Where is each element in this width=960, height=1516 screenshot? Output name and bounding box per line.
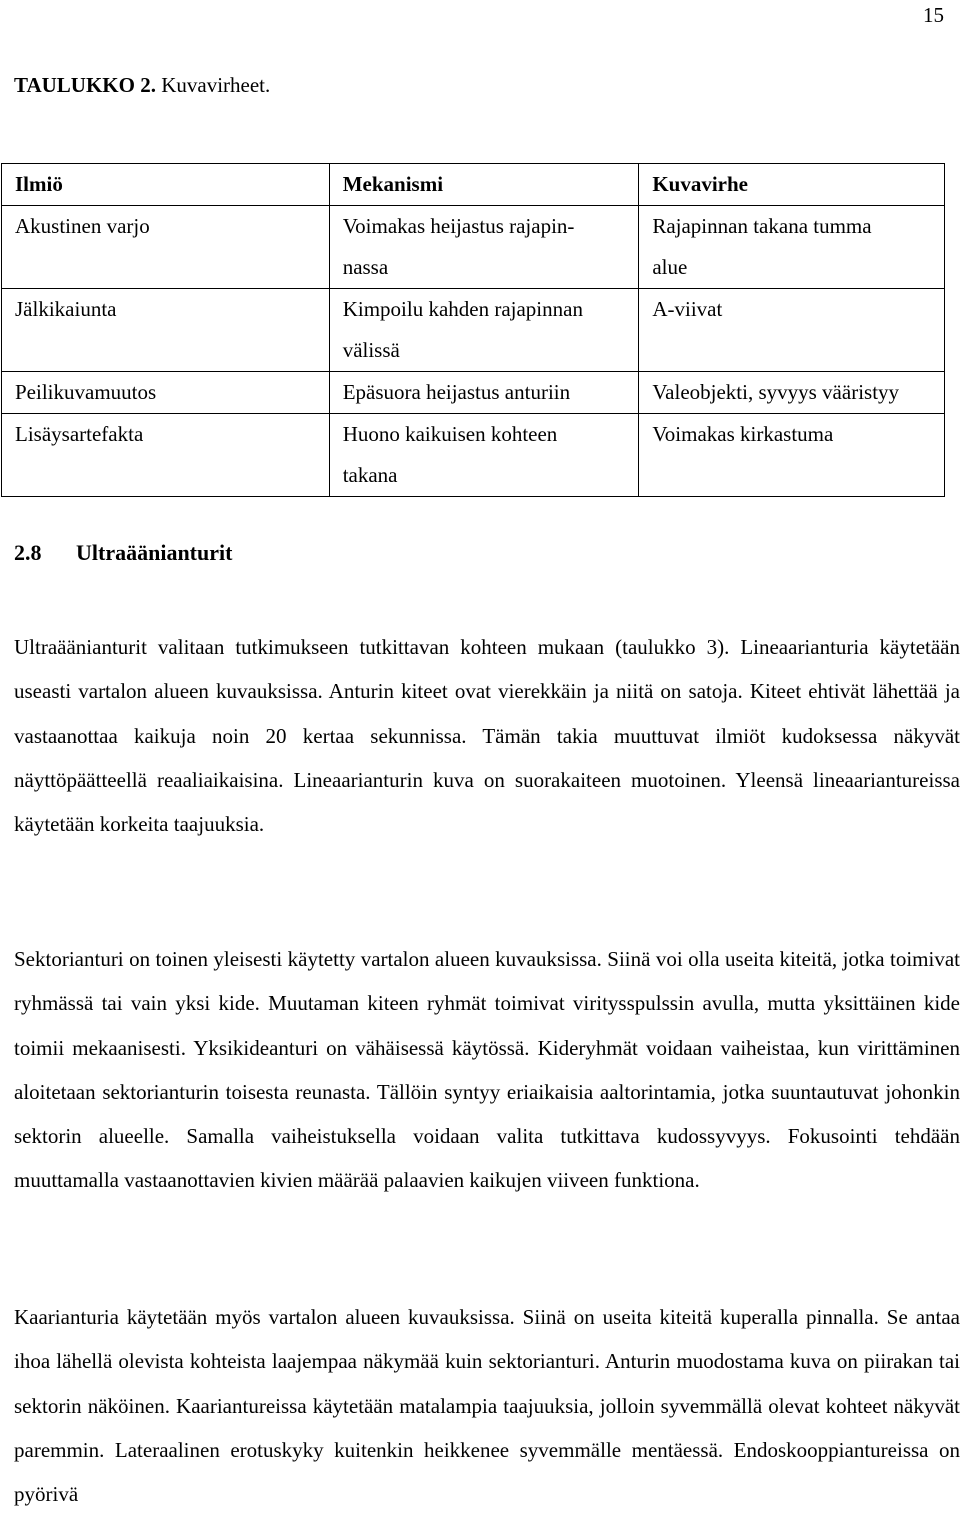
section-title: Ultraäänianturit xyxy=(76,540,233,565)
table-row xyxy=(2,289,945,372)
table-body xyxy=(2,206,945,497)
paragraph-curved-transducer: Kaarianturia käytetään myös vartalon alueen kuvauksissa. Siinä on useita kiteitä kuperalla pinnalla. Se antaa ihoa lähellä olevista kohteista laajempaa näkymää kuin sektorianturi. Anturin muodostama kuva on piirakan tai sektorin näköinen. Kaariantureissa käytetään matalampia taajuuksia, jolloin syvemmällä olevat kohteet näkyvät paremmin. Lateraalinen erotuskyky kuitenkin heikkenee syvemmälle mentäessä. Endoskooppiantureissa on pyörivä xyxy=(14,1305,960,1507)
table-caption-text: Kuvavirheet. xyxy=(161,73,271,97)
section-heading xyxy=(14,540,232,566)
table-cell: Rajapinnan takana tumma alue xyxy=(639,206,945,289)
header-cell-mechanism: Mekanismi xyxy=(329,164,639,206)
table-cell: Voimakas kirkastuma xyxy=(639,414,945,497)
table-cell: Epäsuora heijastus anturiin xyxy=(329,372,639,414)
section-number: 2.8 xyxy=(14,540,42,565)
paragraph-linear-transducer: Ultraäänianturit valitaan tutkimukseen tutkittavan kohteen mukaan (taulukko 3). Lineaarianturia käytetään useasti vartalon alueen kuvauksissa. Anturin kiteet ovat vierekkäin ja niitä on satoja. Kiteet ehtivät lähettää ja vastaanottaa kaikuja noin 20 kertaa sekunnissa. Tämän takia muuttuvat ilmiöt kudoksessa näkyvät näyttöpäätteellä reaaliaikaisina. Lineaarianturin kuva on suorakaiteen muotoinen. Yleensä lineaariantureissa käytetään korkeita taajuuksia. xyxy=(14,635,960,837)
table-cell: Huono kaikuisen kohteen takana xyxy=(329,414,639,497)
header-cell-phenomenon: Ilmiö xyxy=(2,164,330,206)
table-cell: Valeobjekti, syvyys vääristyy xyxy=(639,372,945,414)
page-number: 15 xyxy=(923,3,944,27)
table-cell: Kimpoilu kahden rajapinnan välissä xyxy=(329,289,639,372)
table-cell: Jälkikaiunta xyxy=(2,289,330,372)
table-row xyxy=(2,206,945,289)
table-cell: Akustinen varjo xyxy=(2,206,330,289)
table-row xyxy=(2,372,945,414)
table-cell: Lisäysartefakta xyxy=(2,414,330,497)
paragraph-sector-transducer: Sektorianturi on toinen yleisesti käytetty vartalon alueen kuvauksissa. Siinä voi olla useita kiteitä, jotka toimivat ryhmässä tai vain yksi kide. Muutaman kiteen ryhmät toimivat viritysspulssin avulla, mutta yksittäinen kide toimii mekaanisesti. Yksikideanturi on vähäisessä käytössä. Kideryhmät voidaan vaiheistaa, kun virittäminen aloitetaan sektorianturin toisesta reunasta. Tällöin syntyy eriaikaisia aaltorintamia, jotka suuntautuvat johonkin sektorin alueelle. Samalla vaiheistuksella voidaan valita tutkittava kudossyvyys. Fokusointi tehdään muuttamalla vastaanottavien kivien määrää palaavien kaikujen viiveen funktiona. xyxy=(14,947,960,1193)
table-cell: Voimakas heijastus rajapin- nassa xyxy=(329,206,639,289)
image-defects-table xyxy=(1,163,945,497)
table-cell: Peilikuvamuutos xyxy=(2,372,330,414)
header-cell-defect: Kuvavirhe xyxy=(639,164,945,206)
table-cell: A-viivat xyxy=(639,289,945,372)
table-header-row xyxy=(2,164,945,206)
table-caption xyxy=(14,73,270,98)
table-caption-label: TAULUKKO 2. xyxy=(14,73,156,97)
table-row xyxy=(2,414,945,497)
